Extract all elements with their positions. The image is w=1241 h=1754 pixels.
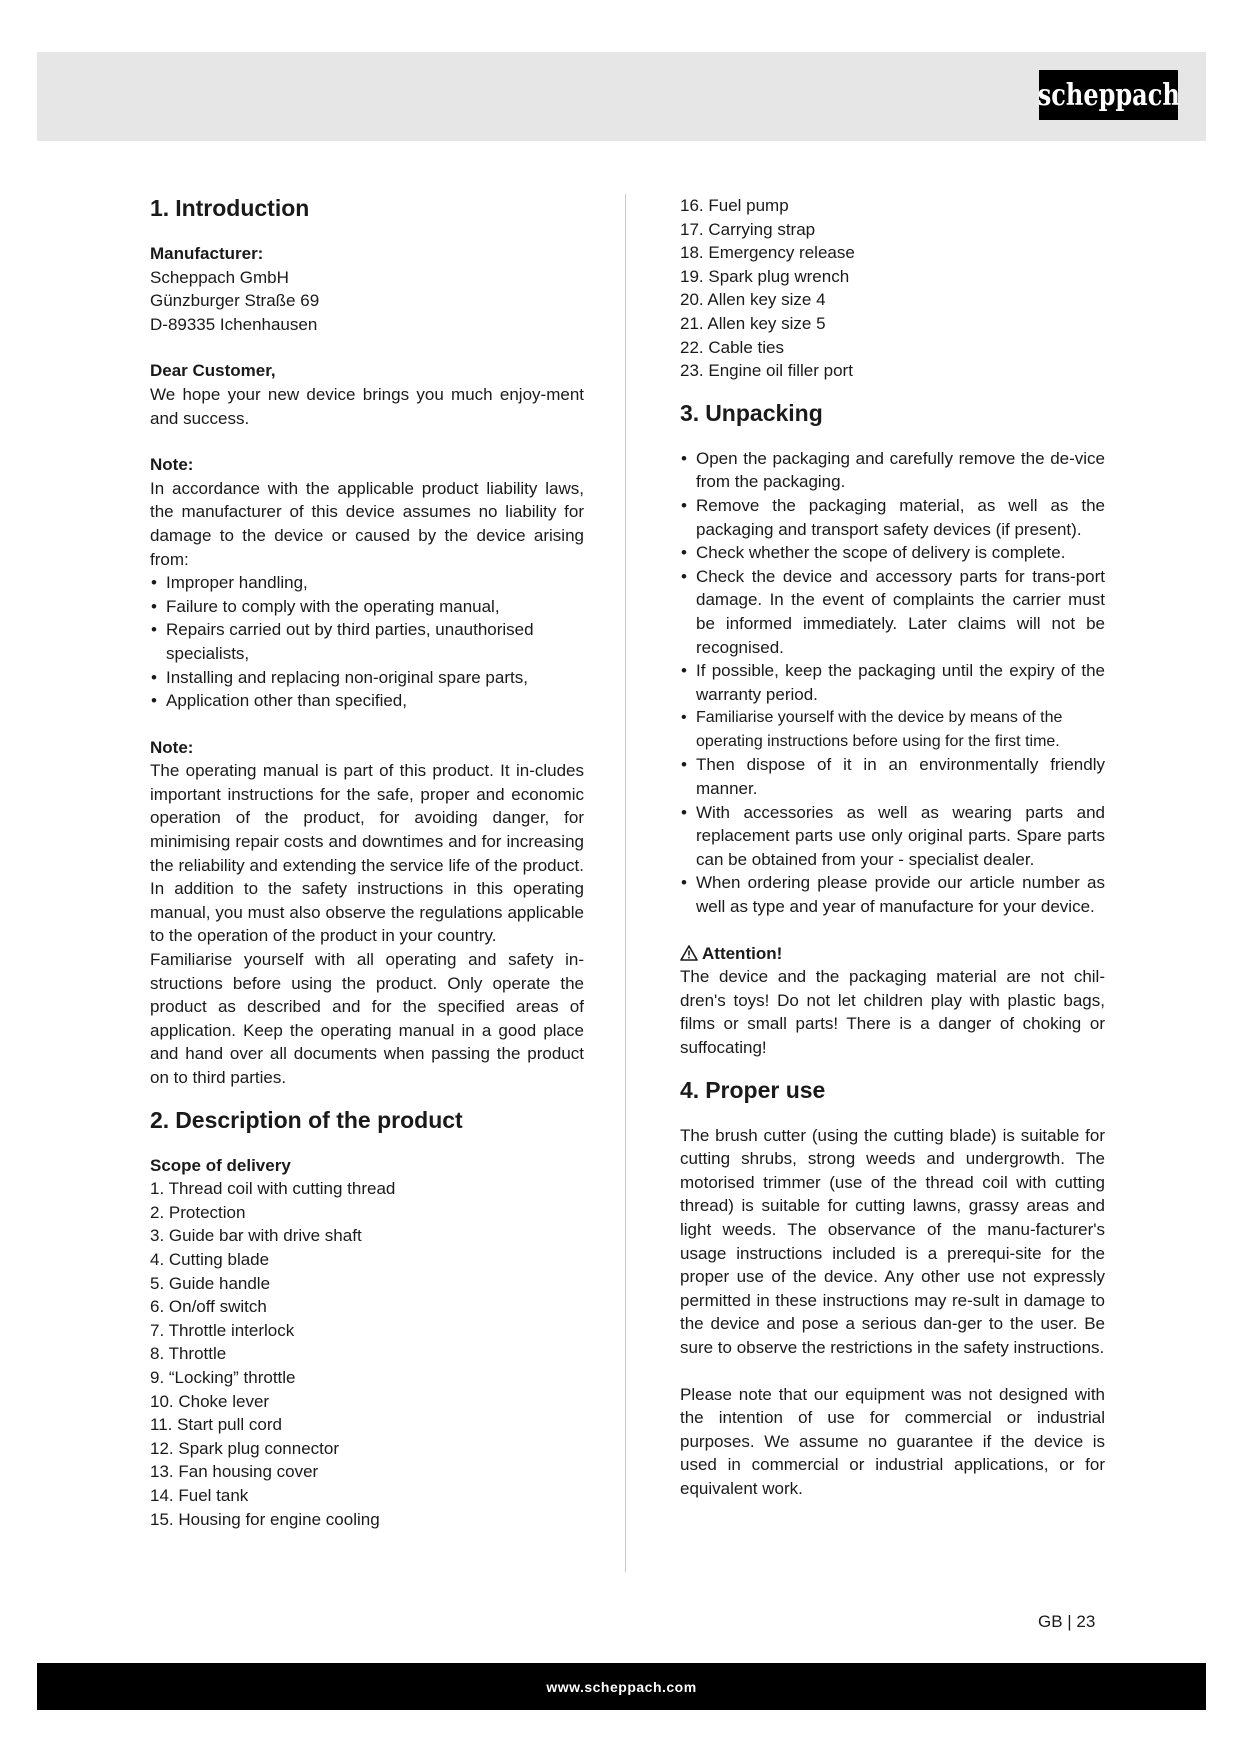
list-item: • Check the device and accessory parts for trans-port damage. In the event of complaints the carrier must be informed immediately. Later claims will not be recognised. (680, 565, 1105, 659)
list-item: • Application other than specified, (150, 689, 584, 713)
list-item: • Remove the packaging material, as well as the packaging and transport safety devices (if present). (680, 494, 1105, 541)
list-item: • Familiarise yourself with the device by means of the operating instructions before using for the first time. (680, 706, 1105, 753)
list-item: 3. Guide bar with drive shaft (150, 1226, 362, 1246)
liability-list (150, 571, 584, 713)
list-item: • If possible, keep the packaging until the expiry of the warranty period. (680, 659, 1105, 706)
list-item: 1. Thread coil with cutting thread (150, 1179, 396, 1199)
list-item: • With accessories as well as wearing parts and replacement parts use only original parts. Spare parts can be obtained from your - specialist dealer. (680, 801, 1105, 872)
attention-heading: Attention! (680, 942, 1105, 966)
section-description-heading: 2. Description of the product (150, 1106, 463, 1133)
list-item: • Repairs carried out by third parties, unauthorised specialists, (150, 618, 584, 665)
proper-use-text: The brush cutter (using the cutting blade) is suitable for cutting shrubs, strong weeds and undergrowth. The motorised trimmer (use of the thread coil with cutting thread) is suitable for cutting lawns, grassy areas and light weeds. The observance of the manu-facturer's usage instructions included is a prerequi-site for the proper use of the device. Any other use not expressly permitted in these instructions may re-sult in damage to the device and pose a serious dan-ger to the user. Be sure to observe the restrictions in the safety instructions. (680, 1125, 1105, 1357)
list-item: • Check whether the scope of delivery is complete. (680, 541, 1105, 565)
website-url: www.scheppach.com (546, 1678, 697, 1695)
liability-text: In accordance with the applicable product liability laws, the manufacturer of this device assumes no liability for damage to the device or caused by the device arising from: (150, 478, 584, 569)
right-column (680, 194, 1105, 1501)
list-item: 6. On/off switch (150, 1297, 267, 1317)
scheppach-logo: scheppach (1039, 70, 1178, 120)
list-item: • When ordering please provide our article number as well as type and year of manufacture for your device. (680, 871, 1105, 918)
list-item: 10. Choke lever (150, 1391, 270, 1411)
list-item: 13. Fan housing cover (150, 1462, 319, 1482)
section-proper-use-heading: 4. Proper use (680, 1076, 826, 1103)
list-item: 5. Guide handle (150, 1273, 271, 1293)
list-item: 22. Cable ties (680, 337, 784, 357)
dear-customer-label: Dear Customer, (150, 361, 276, 381)
manufacturer-line: Günzburger Straße 69 (150, 291, 320, 311)
header-band (37, 52, 1206, 141)
left-column (150, 194, 584, 1531)
list-item: 20. Allen key size 4 (680, 290, 826, 310)
list-item: • Open the packaging and carefully remove the de-vice from the packaging. (680, 447, 1105, 494)
list-item: 7. Throttle interlock (150, 1320, 295, 1340)
list-item: • Installing and replacing non-original spare parts, (150, 666, 584, 690)
manufacturer-line: Scheppach GmbH (150, 267, 289, 287)
manufacturer-line: D-89335 Ichenhausen (150, 314, 318, 334)
list-item: • Failure to comply with the operating manual, (150, 595, 584, 619)
scope-of-delivery-label: Scope of delivery (150, 1155, 291, 1175)
warning-icon (680, 945, 698, 961)
manual-note-text: Familiarise yourself with all operating and safety in-structions before using the product. Only operate the product as described and for the specified areas of application. Keep the operating manual in a good place and hand over all documents when passing the product on to third parties. (150, 950, 584, 1087)
list-item: 8. Throttle (150, 1344, 227, 1364)
unpacking-list (680, 447, 1105, 919)
list-item: 9. “Locking” throttle (150, 1367, 296, 1387)
list-item: 11. Start pull cord (150, 1415, 282, 1435)
page-number: GB | 23 (1038, 1612, 1096, 1631)
section-introduction-heading: 1. Introduction (150, 195, 310, 221)
dear-customer-text: We hope your new device brings you much enjoy-ment and success. (150, 384, 584, 428)
column-divider (625, 194, 626, 1572)
note-label: Note: (150, 737, 194, 757)
footer-band (37, 1663, 1206, 1710)
list-item: 21. Allen key size 5 (680, 313, 826, 333)
list-item: 15. Housing for engine cooling (150, 1509, 380, 1529)
manufacturer-label: Manufacturer: (150, 244, 264, 263)
list-item: 14. Fuel tank (150, 1485, 249, 1505)
list-item: • Then dispose of it in an environmentally friendly manner. (680, 753, 1105, 800)
list-item: • Improper handling, (150, 571, 584, 595)
commercial-use-note: Please note that our equipment was not designed with the intention of use for commercial or industrial purposes. We assume no guarantee if the device is used in commercial or industrial applications, or for equivalent work. (680, 1384, 1105, 1498)
note-label: Note: (150, 455, 194, 475)
manual-note-text: The operating manual is part of this product. It in-cludes important instructions for the safe, proper and economic operation of the product, for avoiding danger, for minimising repair costs and downtimes and for increasing the reliability and extending the service life of the product. In addition to the safety instructions in this operating manual, you must also observe the regulations applicable to the operation of the product in your country. (150, 761, 584, 946)
list-item: 4. Cutting blade (150, 1249, 270, 1269)
list-item: 16. Fuel pump (680, 196, 789, 215)
scope-list-continued (680, 194, 1105, 383)
list-item: 12. Spark plug connector (150, 1438, 340, 1458)
list-item: 23. Engine oil filler port (680, 361, 853, 381)
list-item: 2. Protection (150, 1202, 246, 1222)
scope-list (150, 1177, 584, 1531)
list-item: 18. Emergency release (680, 243, 855, 263)
attention-text: The device and the packaging material are not chil-dren's toys! Do not let children play with plastic bags, films or small parts! There is a danger of choking or suffocating! (680, 967, 1105, 1057)
list-item: 17. Carrying strap (680, 219, 816, 239)
section-unpacking-heading: 3. Unpacking (680, 399, 823, 426)
list-item: 19. Spark plug wrench (680, 266, 850, 286)
